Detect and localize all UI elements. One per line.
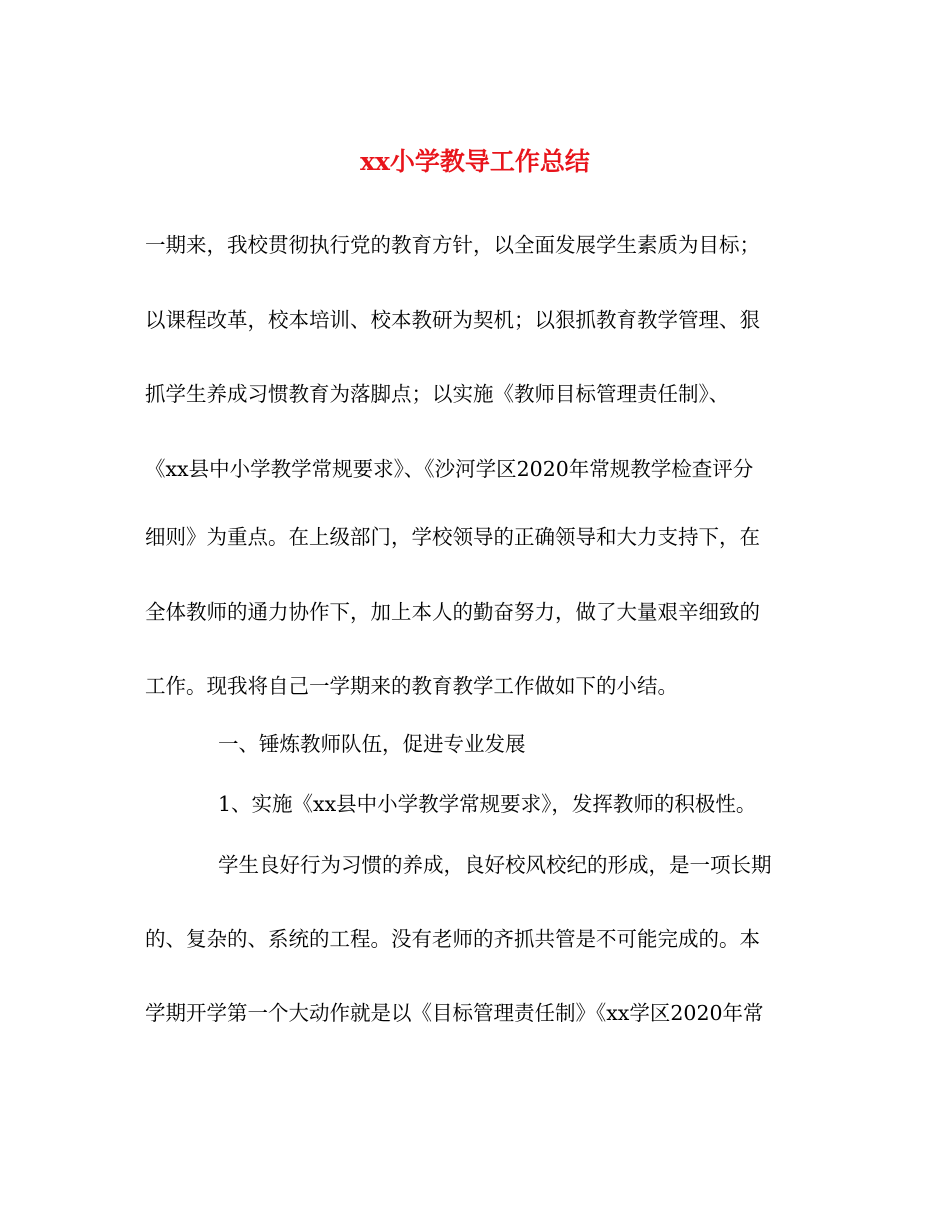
body-line: 学生良好行为习惯的养成，良好校风校纪的形成，是一项长期 (218, 853, 772, 877)
body-line: 以课程改革，校本培训、校本教研为契机；以狠抓教育教学管理、狠 (145, 308, 760, 332)
section-heading: 一、锤炼教师队伍，促进专业发展 (218, 732, 526, 756)
body-line: 一期来，我校贯彻执行党的教育方针，以全面发展学生素质为目标； (145, 233, 760, 257)
body-line: 学期开学第一个大动作就是以《目标管理责任制》《xx学区2020年常 (145, 1001, 764, 1025)
body-line: 全体教师的通力协作下，加上本人的勤奋努力，做了大量艰辛细致的 (145, 600, 760, 624)
body-line: 细则》为重点。在上级部门，学校领导的正确领导和大力支持下，在 (145, 525, 760, 549)
body-line: 《xx县中小学教学常规要求》、《沙河学区2020年常规教学检查评分 (145, 457, 754, 481)
body-line: 的、复杂的、系统的工程。没有老师的齐抓共管是不可能完成的。本 (145, 927, 760, 951)
document-title: xx小学教导工作总结 (360, 147, 590, 176)
body-line: 工作。现我将自己一学期来的教育教学工作做如下的小结。 (145, 674, 678, 698)
body-line: 抓学生养成习惯教育为落脚点；以实施《教师目标管理责任制》、 (145, 382, 730, 406)
subsection-heading: 1、实施《xx县中小学教学常规要求》，发挥教师的积极性。 (218, 792, 757, 816)
